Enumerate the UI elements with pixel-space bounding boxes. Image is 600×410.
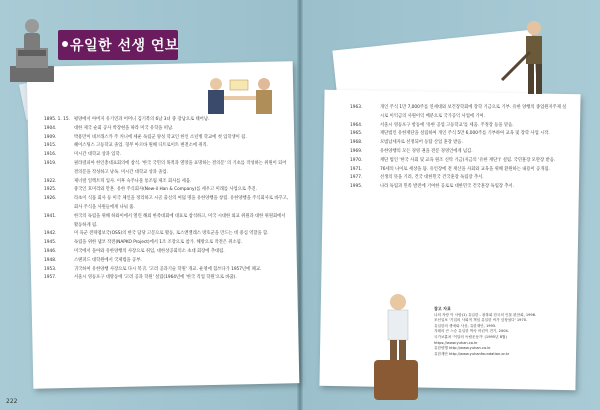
reference-line: https://www.yuhan.co.kr xyxy=(434,340,478,345)
timeline-event-text: 스탠퍼드 대학원에서 국제법을 공부. xyxy=(74,257,142,263)
timeline-year: 1957. xyxy=(44,275,57,281)
timeline-event-text: 선생의 뜻을 기려, 건국 대한민국 건국훈장 독립장 추서. xyxy=(380,175,484,181)
timeline-row xyxy=(350,104,570,122)
handshake-illustration-icon xyxy=(200,74,280,122)
timeline-year: 1963. xyxy=(350,105,363,110)
timeline-row xyxy=(44,125,290,134)
timeline-year: 1942. xyxy=(44,231,57,237)
timeline-event-text: 미시간 대학교 상과 입학. xyxy=(74,152,121,158)
timeline-event-text: 유한양행의 모든 경영 권을 전문 경영인에게 넘김. xyxy=(380,148,473,154)
timeline-row xyxy=(350,157,570,166)
timeline-year: 1968. xyxy=(350,140,363,146)
timeline-event-text: 한국의 독립을 위해 하와이에서 열린 해외 한족대회에 대표로 참석하고, 미국 시대한 외교 위원과 대한 위원회에서 활동하게 됨. xyxy=(74,213,286,228)
timeline-year: 1926. xyxy=(44,196,57,202)
timeline-event-text: 개인 주식 1만 7,000주를 연세대와 보건장학회에 장학 기금으로 기부. 유한 양행의 종업원지주제 실시로 이익금의 사원이익 배분으로 국가공익 사업에 기여. xyxy=(380,105,567,119)
timeline-row xyxy=(44,230,290,239)
reference-line: 겨레의 큰 스승 유일한 박사 어린이 전기, 2004. xyxy=(434,329,509,334)
timeline-year: 1995. xyxy=(350,184,363,190)
timeline-year: 1964. xyxy=(350,122,363,128)
timeline-year: 1922. xyxy=(44,178,57,184)
timeline-event-text: 중국인 호미리와 만혼. 유한 주식회사(New-il Han & Company)를 세우고 미래를 사업으로 추진. xyxy=(74,187,258,193)
timeline-event-text: 서울시 영등포구 대방동에 '고려 공과 학원' 설립(1964년에 '한국 직업 학원'으로 바꿈). xyxy=(74,275,237,281)
timeline-year: 1919. xyxy=(44,160,57,166)
timeline-row xyxy=(44,213,290,231)
statue-illustration-icon xyxy=(6,14,58,84)
references-list xyxy=(434,313,574,358)
reference-line: 유한재단 http://www.yuhanfoundation.or.kr xyxy=(434,351,510,356)
timeline-year: 1915. xyxy=(44,143,57,149)
timeline-year: 1971. xyxy=(350,166,363,172)
timeline-year: 1965. xyxy=(350,131,363,137)
timeline-row xyxy=(350,139,570,148)
timeline-year: 1925. xyxy=(44,187,57,193)
timeline-row xyxy=(350,174,570,183)
timeline-year: 1916. xyxy=(44,152,57,158)
left-timeline xyxy=(44,116,290,283)
timeline-row xyxy=(44,151,290,160)
timeline-year: 1904. xyxy=(44,125,57,131)
timeline-event-text: 박용만이 네브래스카 주 커니에 세운 독립군 양성 학교인 한인 소년병 학교에 첫 입학생이 됨. xyxy=(74,134,247,140)
timeline-row xyxy=(44,257,290,266)
timeline-year: 1970. xyxy=(350,157,363,163)
timeline-event-text: 귀국하여 유한양행 사장으로 다시 복귀. '고려 공과기술 학원' 개교. 운영에 힘쓰다가 1957년에 폐교. xyxy=(74,266,262,272)
student-illustration-icon xyxy=(368,290,424,406)
references-box xyxy=(434,306,574,357)
timeline-row xyxy=(44,239,290,248)
reference-line: 유일한의 생애와 사상, 유한재단, 1995. xyxy=(434,323,497,328)
timeline-event-text: 재단법인 유한재단을 설립하여 개인 주식 5만 6,000주를 기부하여 교육 및 장학 사업 시작. xyxy=(380,131,550,137)
timeline-event-text: 평양에서 아버지 유기연과 어머니 김기복의 6남 3녀 중 장남으로 태어남. xyxy=(74,117,210,122)
timeline-row xyxy=(350,183,570,192)
reference-line: 조선일보 '기업의 사회적 책임 유일한 씨가 앞장섰다' 1970. xyxy=(434,318,528,323)
references-title: 참고 자료 xyxy=(434,306,451,311)
timeline-year: 1946. xyxy=(44,248,57,254)
timeline-event-text: 나라 독립과 민족 발전에 기여한 공로로 대한민국 건국훈장 독립장 추서. xyxy=(380,184,515,190)
timeline-event-text: 재단 법인 '한국 사회 및 교육 원조 신탁 기금(지금의 '유한 재단')' 설립. 국민훈장 모란장 받음. xyxy=(380,157,556,163)
reference-line: 유한양행 http://www.yuhan.co.kr xyxy=(434,346,491,351)
reference-line: 나의 자랑 이 사람(1) 유일한 - 광복회 한국의 인물 편찬회, 1996. xyxy=(434,312,537,317)
timeline-event-text: 라초이 식품 회사 등 미국 체인을 정리하고 시골 출신의 여덟 명을 유한양행을 창립. 유한양행을 주식회사로 바꾸고, 회사 주식을 사원들에게 나눠 줌. xyxy=(74,196,289,210)
right-timeline xyxy=(350,104,570,192)
timeline-row xyxy=(350,130,570,139)
timeline-row xyxy=(350,122,570,131)
soldier-illustration-icon xyxy=(500,18,560,106)
page-number: 222 xyxy=(6,398,18,405)
title-bullet-icon xyxy=(62,41,68,47)
timeline-year: 1953. xyxy=(44,266,57,272)
timeline-row xyxy=(44,186,290,195)
timeline-row xyxy=(44,195,290,213)
timeline-event-text: 독립을 위한 냅코 작전(NAPKO Project)에서 1조 조장으로 참가. 해방으로 작전은 취소됨. xyxy=(74,240,243,246)
timeline-row xyxy=(44,266,290,275)
timeline-event-text: 대한 제국 순회 공사 박장현을 따라 미국 유학을 떠남. xyxy=(74,125,174,131)
timeline-year: 1969. xyxy=(350,148,363,154)
timeline-event-text: 모범납세자로 선정되어 동탑 산업 훈장 받음. xyxy=(380,140,463,146)
timeline-event-text: 제너럴 일렉트릭 입사. 이후 숙주나물 통조림 제조 회사를 세움. xyxy=(74,178,192,184)
timeline-year: 1945. xyxy=(44,240,57,246)
timeline-row xyxy=(350,166,570,175)
timeline-event-text: 헤이스팅스 고등학교 졸업. 형무 아르바 원해 디트로이트 변전소에 취직. xyxy=(74,143,209,149)
timeline-event-text: 76세의 나이로 세상을 뜸. 유언장에 전 재산을 사회와 교육을 위해 환원하는 내용이 공개됨. xyxy=(380,166,550,172)
page-title: 유일한 선생 연보 xyxy=(70,38,179,54)
reference-line: 국가보훈처 '이달의 독립운동가' (1995년 8월) xyxy=(434,334,507,339)
timeline-event-text: 미국에서 돌아와 유한양행의 사장으로 취임, 대한상공회의소 초대 회장에 추대됨. xyxy=(74,248,225,254)
timeline-row xyxy=(44,274,290,283)
timeline-row xyxy=(44,134,290,143)
timeline-row xyxy=(44,248,290,257)
timeline-year: 1895. 1. 15. xyxy=(44,117,70,122)
timeline-row xyxy=(44,178,290,187)
timeline-event-text: 미 육군 전략첩보국(OSS)의 한국 담당 고문으로 활동, 로스앤젤레스 방호군을 만드는 데 중심 역할을 함. xyxy=(74,231,269,237)
timeline-event-text: 서울시 영등포구 항동에 '유한 공업 고등학교'를 세움. 주정장 등을 맡음. xyxy=(380,122,514,128)
timeline-row xyxy=(44,142,290,151)
timeline-event-text: 필라델피아 한인총대표회의에 참석. '한국 국민의 목적과 열망을 표명하는 결의문' 의 기초를 작성하는 위원이 되어 결의문을 작성하고 낭독. 미시간 대학교 상과 졸업. xyxy=(74,160,287,175)
timeline-year: 1909. xyxy=(44,134,57,140)
timeline-row xyxy=(44,116,290,125)
timeline-year: 1948. xyxy=(44,257,57,263)
timeline-row xyxy=(350,148,570,157)
timeline-year: 1941. xyxy=(44,213,57,219)
timeline-year: 1977. xyxy=(350,175,363,181)
timeline-row xyxy=(44,160,290,178)
